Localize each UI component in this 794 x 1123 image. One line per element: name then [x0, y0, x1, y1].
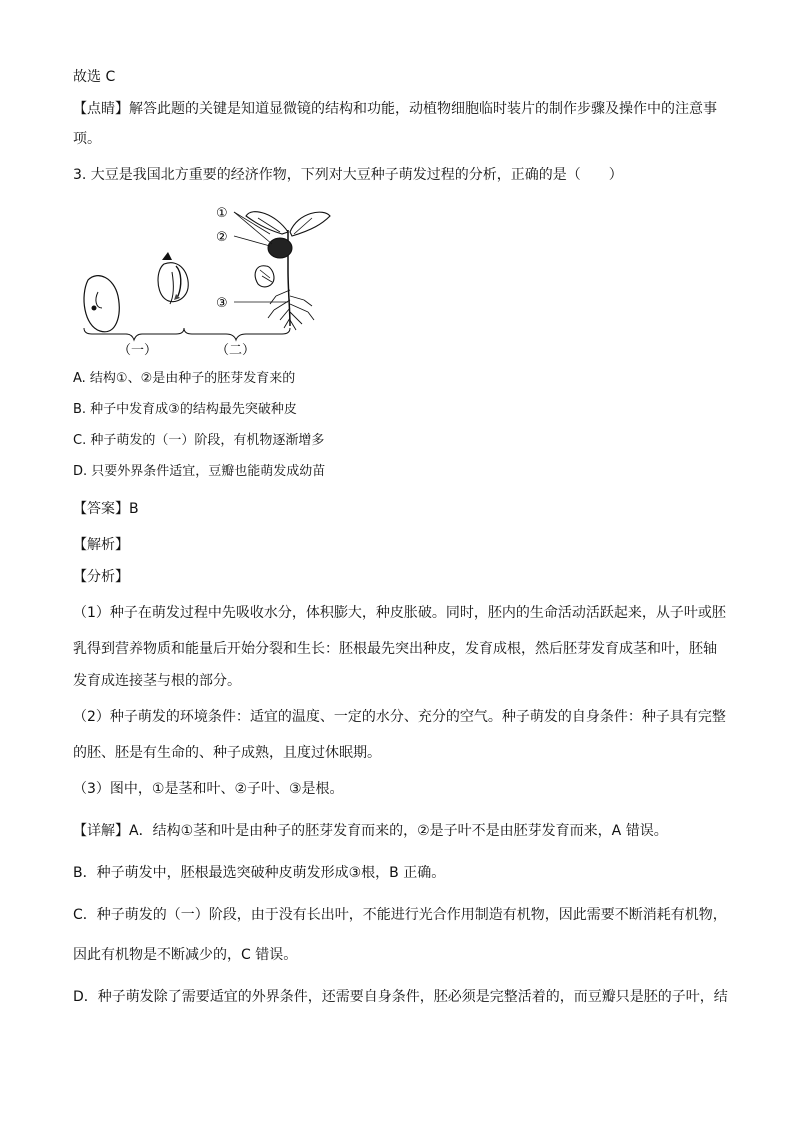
analysis-subheading: 【分析】: [73, 569, 129, 585]
tip-paragraph-line1: 【点睛】解答此题的关键是知道显微镜的结构和功能，动植物细胞临时装片的制作步骤及操作中的注意事: [73, 101, 717, 117]
figure-label-1: ①: [216, 206, 228, 221]
seed-illustration: [84, 276, 119, 332]
figure-label-3: ③: [216, 296, 228, 311]
analysis-point-2-line2: 的胚、胚是有生命的、种子成熟，且度过休眠期。: [73, 745, 381, 761]
figure-label-2: ②: [216, 230, 228, 245]
analysis-point-1-line3: 发育成连接茎与根的部分。: [73, 673, 241, 689]
stage-one-label: （一）: [118, 343, 158, 358]
analysis-point-2-line1: （2）种子萌发的环境条件：适宜的温度、一定的水分、充分的空气。种子萌发的自身条件：种子具有完整: [73, 709, 726, 725]
seedling-illustration: [234, 212, 330, 330]
tip-paragraph-line2: 项。: [73, 131, 101, 147]
answer-heading: 【答案】B: [73, 501, 139, 517]
detail-c-line2: 因此有机物是不断减少的，C 错误。: [73, 947, 298, 963]
question-stem: 3. 大豆是我国北方重要的经济作物，下列对大豆种子萌发过程的分析，正确的是（ ）: [73, 167, 623, 183]
detail-d-line1: D．种子萌发除了需要适宜的外界条件，还需要自身条件，胚必须是完整活着的，而豆瓣只是胚的子叶，结: [73, 989, 728, 1005]
analysis-point-3: （3）图中，①是茎和叶、②子叶、③是根。: [73, 781, 344, 797]
answer-conclusion: 故选 C: [73, 69, 116, 85]
detail-c-line1: C．种子萌发的（一）阶段，由于没有长出叶，不能进行光合作用制造有机物，因此需要不断消耗有机物，: [73, 907, 727, 923]
detail-b: B．种子萌发中，胚根最选突破种皮萌发形成③根，B 正确。: [73, 865, 446, 881]
early-sprout-illustration: [158, 252, 188, 304]
analysis-heading: 【解析】: [73, 537, 129, 553]
soybean-germination-figure: [76, 200, 346, 360]
option-c: C. 种子萌发的（一）阶段，有机物逐渐增多: [73, 433, 325, 448]
analysis-point-1-line2: 乳得到营养物质和能量后开始分裂和生长：胚根最先突出种皮，发育成根，然后胚芽发育成茎和叶，胚轴: [73, 641, 717, 657]
analysis-point-1-line1: （1）种子在萌发过程中先吸收水分，体积膨大，种皮胀破。同时，胚内的生命活动活跃起来，从子叶或胚: [73, 605, 726, 621]
stage-two-label: （二）: [216, 343, 256, 358]
option-a: A. 结构①、②是由种子的胚芽发育来的: [73, 371, 296, 386]
option-d: D. 只要外界条件适宜，豆瓣也能萌发成幼苗: [73, 464, 326, 479]
detail-a: 【详解】A．结构①茎和叶是由种子的胚芽发育而来的，②是子叶不是由胚芽发育而来，A 错误。: [73, 823, 668, 839]
option-b: B. 种子中发育成③的结构最先突破种皮: [73, 402, 297, 417]
